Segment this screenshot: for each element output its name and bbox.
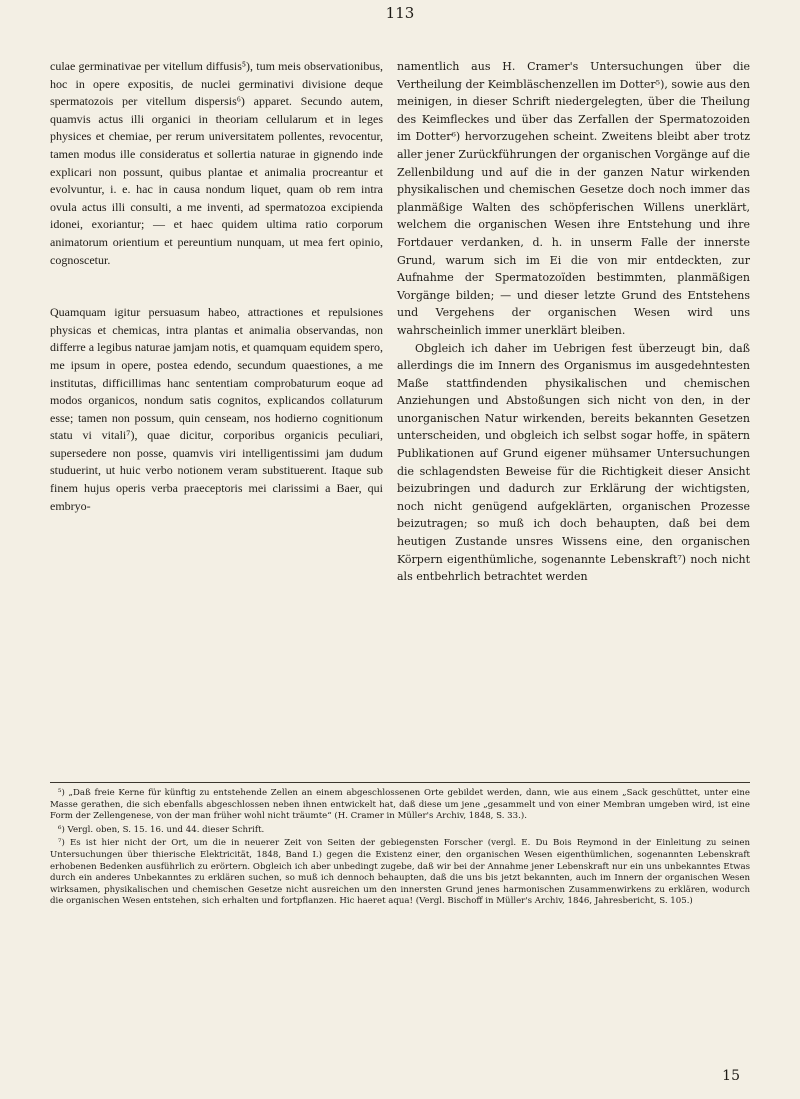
german-column	[397, 58, 750, 586]
latin-paragraph: culae germinativae per vitellum diffusis⁵), tum meis observationibus, hoc in opere expositis, de nuclei germinativi divisione deque spermatozois per vitellum dispersis⁶) apparet. Secundo autem, quamvis actus illi organici in theoriam cellularum et in leges physices et chemiae, per rerum universitatem pollentes, revocentur, tamen modus ille consideratus et sollertia naturae in gignendo inde explicari non possunt, quibus plantae et animalia procreantur et evolvuntur, i. e. hac in causa nondum liquet, quam ob rem intra ovula actus illi consulti, a me inventi, ad spermatozoa excipienda idonei, exoriantur; — et haec quidem ultima ratio corporum animatorum orientium et pereuntium nunquam, ut mea fert opinio, cognoscetur.	[50, 59, 383, 267]
footnote: ⁶) Vergl. oben, S. 15. 16. und 44. dieser Schrift.	[58, 824, 265, 835]
german-paragraph: namentlich aus H. Cramer's Untersuchungen über die Vertheilung der Keimbläschenzellen im Dotter⁵), sowie aus den meinigen, in dieser Schrift niedergelegten, über die Theilung des Keimfleckes und über das Zerfallen der Spermatozoiden im Dotter⁶) hervorzugehen scheint. Zweitens bleibt aber trotz aller jener Zurückführungen der organischen Vorgänge auf die Zellenbildung und auf die in der ganzen Natur wirkenden physikalischen und chemischen Gesetze doch noch immer das planmäßige Walten des schöpferischen Willens unerklärt, welchem die organischen Wesen ihre Entstehung und ihre Fortdauer verdanken, d. h. in unserm Falle der innerste Grund, warum sich im Ei die von mir entdeckten, zur Aufnahme der Spermatozoïden bestimmten, planmäßigen Vorgänge bilden; — und dieser letzte Grund des Entstehens und Vergehens der organischen Wesen wird uns wahrscheinlich immer unerklärt bleiben.	[397, 60, 750, 337]
footnote: ⁵) „Daß freie Kerne für künftig zu entstehende Zellen an einem abgeschlossenen Orte gebildet werden, dann, wie aus einem „Sack geschüttet, unter eine Masse gerathen, die sich ebenfalls abgeschlossen neben ihnen entwickelt hat, daß diese um jene „gesammelt und von einer Membran umgeben wird, ist eine Form der Zellengenese, von der man früher wohl nicht träumte“ (H. Cramer in Müller's Archiv, 1848, S. 33.).	[50, 788, 750, 822]
footnote-divider	[50, 782, 750, 783]
printer-signature: 15	[722, 1068, 740, 1084]
page-number: 113	[385, 4, 415, 22]
footnote: ⁷) Es ist hier nicht der Ort, um die in neuerer Zeit von Seiten der gebiegensten Forscher (vergl. E. Du Bois Reymond in der Einleitung zu seinen Untersuchungen über thierische Elektricität, 1848, Band I.) gegen die Existenz einer, den organischen Wesen eigenthümlichen, sogenannten Lebenskraft erhobenen Bedenken ausführlich zu erörtern. Obgleich ich aber unbedingt zugebe, daß wir bei der Annahme jener Lebenskraft nur ein uns unbekanntes Etwas durch ein anderes Unbekanntes zu erklären suchen, so muß ich dennoch behaupten, daß die uns bis jetzt bekannten, auch im Innern der organischen Wesen wirksamen, physikalischen und chemischen Gesetze nicht ausreichen um den innersten Grund jenes harmonischen Zusammenwirkens zu erklären, wodurch die organischen Wesen entstehen, sich erhalten und fortpflanzen. Hic haeret aqua! (Vergl. Bischoff in Müller's Archiv, 1846, Jahresbericht, S. 105.)	[50, 838, 750, 907]
latin-column	[50, 58, 383, 515]
latin-paragraph: Quamquam igitur persuasum habeo, attractiones et repulsiones physicas et chemicas, intra plantas et animalia observandas, non differre a legibus naturae jamjam notis, et quamquam equidem spero, me ipsum in opere, postea edendo, secundum quaestiones, a me institutas, difficillimas hanc sententiam comprobaturum eoque ad modos organicos, nondum satis cognitos, explicandos collaturum esse; tamen non possum, quin censeam, nos hodierno cognitionum statu vi vitali⁷), quae dicitur, corporibus organicis peculiari, supersedere non posse, quamvis viri intelligentissimi jam dudum studuerint, ut huic verbo notionem veram substituerent. Itaque sub finem hujus operis verba praeceptoris mei clarissimi a Baer, qui embryo-	[50, 305, 383, 513]
footnotes	[50, 788, 750, 910]
german-paragraph: Obgleich ich daher im Uebrigen fest überzeugt bin, daß allerdings die im Innern des Organismus im ausgedehntesten Maße stattfindenden physikalischen und chemischen Anziehungen und Abstoßungen sich nicht von den, in der unorganischen Natur wirkenden, bereits bekannten Gesetzen unterscheiden, und obgleich ich selbst sogar hoffe, in spätern Publikationen auf Grund eigener mühsamer Untersuchungen die schlagendsten Beweise für die Richtigkeit dieser Ansicht beizubringen und dadurch zur Erklärung der wichtigsten, noch nicht genügend aufgeklärten, organischen Prozesse beizutragen; so muß ich doch behaupten, daß bei dem heutigen Zustande unsres Wissens eine, den organischen Körpern eigenthümliche, sogenannte Lebenskraft⁷) noch nicht als entbehrlich betrachtet werden	[397, 341, 750, 584]
